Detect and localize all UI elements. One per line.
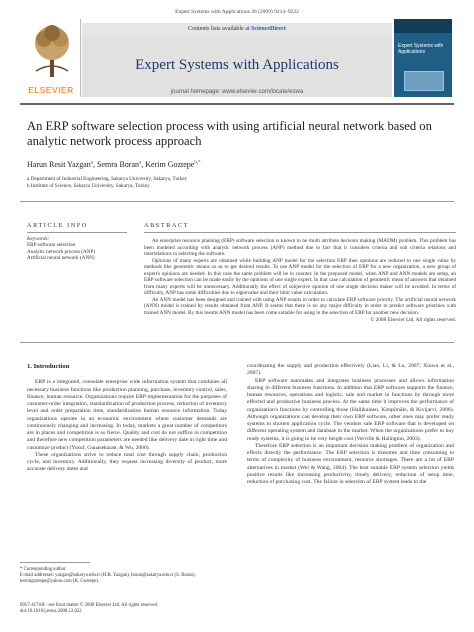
journal-header bbox=[82, 35, 392, 97]
abstract-body bbox=[144, 238, 456, 323]
keyword: Analytic network process (ANP) bbox=[27, 248, 96, 255]
abstract-paragraph: An ANN model has been designed and trained with using ANP results in order to calculate ERP software priority. The artificial neural network (ANN) model is trained by results obtained from ANP. It seems that there is no any major difficulty in order to predict software priorities with trained ANN model. By this results ANN model has been come suitable for using in the selection of ERP for another new decision. bbox=[144, 296, 456, 317]
abstract-rule bbox=[144, 232, 456, 233]
affiliations bbox=[27, 176, 447, 190]
keywords-label: Keywords: bbox=[27, 236, 50, 242]
contents-bar bbox=[82, 23, 392, 35]
journal-cover bbox=[394, 19, 452, 97]
left-column bbox=[27, 363, 227, 474]
author-list: Harun Resit Yazgan$^a$, Semra Boran$^a$, Kerim Goztepe$^{b,*}$ bbox=[27, 160, 201, 169]
doi-link[interactable]: doi:10.1016/j.eswa.2008.12.022 bbox=[20, 609, 82, 614]
right-column bbox=[247, 363, 454, 486]
author-name: Kerim Goztepe bbox=[145, 160, 195, 169]
footnote bbox=[20, 567, 230, 585]
keyword: Artificial neural network (ANN) bbox=[27, 254, 95, 261]
publisher-name: ELSEVIER bbox=[28, 85, 74, 95]
issn-line: 0957-4174/$ - see front matter © 2008 Elsevier Ltd. All rights reserved. bbox=[20, 603, 159, 608]
abstract-heading: ABSTRACT bbox=[144, 222, 190, 229]
elsevier-logo bbox=[22, 19, 81, 97]
affiliation: a Department of Industrial Engineering, Sakarya University, Sakarya, Turkey bbox=[27, 176, 188, 182]
body-paragraph: coordinating the supply and production effectively (Liao, Li, & Lu, 2007; Xiuwu et al., 2007). bbox=[247, 363, 454, 377]
keywords-block bbox=[27, 236, 137, 261]
author-name: Semra Boran bbox=[97, 160, 140, 169]
header-rule bbox=[20, 103, 454, 105]
journal-title: Expert Systems with Applications bbox=[135, 57, 339, 73]
article-identifiers bbox=[20, 603, 230, 615]
footnote-rule bbox=[20, 562, 90, 563]
cover-graphic bbox=[404, 71, 444, 91]
author-mark: b,* bbox=[194, 160, 201, 166]
author-mark: a bbox=[90, 160, 94, 166]
journal-homepage[interactable]: journal homepage: www.elsevier.com/locate/eswa bbox=[170, 89, 304, 95]
journal-reference: Expert Systems with Applications 36 (2009) 9214–9222 bbox=[175, 9, 299, 15]
contents-text: Contents lists available at bbox=[188, 26, 252, 32]
corresponding-author: * Corresponding author. bbox=[20, 567, 67, 572]
copyright: © 2008 Elsevier Ltd. All rights reserved. bbox=[370, 316, 456, 323]
body-paragraph: ERP software automates and integrates business processes and allows information sharing in different business functions. In addition that ERP software supports the finance, human resources, operations and logistic, sale and market in functions by through more effected and productive business process. At the same time it improves the performance of organization's functions by controlling those (Hallikainen, Kimpimäki, & Kivijarvi, 2006). Although organizations can develop their own ERP software, other ones may prefer ready systems to shorten application cycle. The vendors sale ERP software that is developed on different operating system and database in the market. When the organizations prefer to buy ready systems, it is going to be very height cost (Verville & Halington, 2003). bbox=[247, 377, 454, 442]
author-name: Harun Resit Yazgan bbox=[27, 160, 91, 169]
body-paragraph: These organizations strive to reduce total cost through supply chain, production cycle, and inventory. Additionally, they request increasing diversity of product, more accurate delivery dates and bbox=[27, 451, 227, 473]
author-mark: a bbox=[139, 160, 142, 166]
keyword: ERP software selection bbox=[27, 242, 76, 249]
cover-title: Expert Systems with Applications bbox=[398, 43, 444, 55]
article-info-rule bbox=[27, 232, 127, 233]
affiliation: b Institute of Science, Sakarya University, Sakarya, Turkey bbox=[27, 183, 150, 189]
email-addresses: E-mail addresses: yazgan@sakarya.edu.tr (H.R. Yazgan), boran@sakarya.edu.tr (S. Boran), kerimgoztepe@yahoo.com (K. Goztepe). bbox=[20, 573, 196, 584]
article-info-heading: ARTICLE INFO bbox=[27, 222, 88, 229]
abstract-paragraph: An enterprise resource planning (ERP) software selection is known to be multi attribute decision making (MADM) problem. This problem has been modeled according with analytic network process (ANP) method due to fact that it considers criteria and sub criteria relations and interrelations in selecting the software. bbox=[144, 238, 456, 258]
body-paragraph: ERP is a integrated, consulate enterprise wide information system that combines all necessary business functions like production planning, purchase, inventory control, sales, finance, human resource. Organizations require ERP implementation for the purposes of customer-order integration, standardization of production process, reduction of inventory level and order preparation time, standardization human resource information. Today organizations operate in an economic environment where customer demands are continuously changing and increasing. In today, markets a great number of competitors are in places and competition is so fierce. Quality and cost do not suffice in competition and therefore new competition parameters are needed like delivery date in right time and customize product (Yusuf, Gunasekaran, & Wu, 2006). bbox=[27, 379, 227, 451]
sciencedirect-link[interactable]: ScienceDirect bbox=[251, 26, 286, 32]
abstract-paragraph: Opinions of many experts are obtained while building ANP model for the selection ERP then opinions are reduced to one single value by methods like geometric means so as to get desired results. To use ANP model for the selection of ERP for a new organization, a new group of expert's opinions are needed. In this case the same problem will be in counter. In the proposed model, when ANP and ANN models are setup, an ERP software selection can be made easily by the opinions of one single expert. In that case calculation of geometric mean of answers that obtained from many experts will be unnecessary. Additionally the effect of subjective opinion of one single decision maker will be avoided. In terms of difficulty, ANP has some difficulties due to eigenvalue and their limit value calculation. bbox=[144, 257, 456, 297]
section-rule bbox=[20, 201, 454, 202]
abstract-bottom-rule bbox=[20, 342, 454, 343]
body-paragraph: Therefore ERP selection is an important decision making problem of organization and effects directly the performance. The ERP selection is tiresome and time consuming in terms of complexity of business environment, resource shortages. There are a lot of ERP alternatives in market (Wei & Wang, 2004). The best suitable ERP system selection yields positive results like increasing productivity, timely delivery, reduction of setup time, reduction of purchasing cost. The failure in selection of ERP system leads to the bbox=[247, 442, 454, 485]
cover-band bbox=[394, 19, 452, 33]
article-title: An ERP software selection process with using artificial neural network based on analytic network process approach bbox=[27, 119, 432, 148]
section-heading: 1. Introduction bbox=[27, 363, 70, 370]
elsevier-tree-icon bbox=[30, 21, 74, 77]
